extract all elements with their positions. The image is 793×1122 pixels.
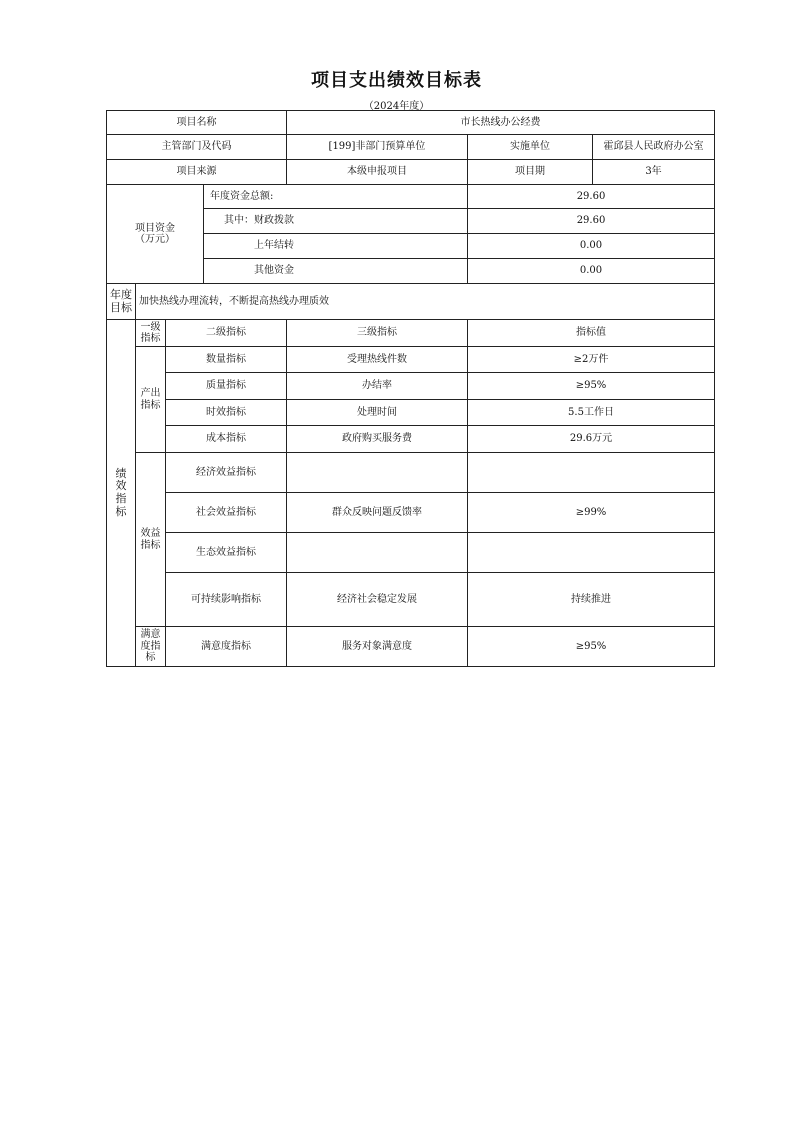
satisfaction-label: 满意 度指 标 — [136, 627, 166, 667]
benefit-label: 效益 指标 — [136, 453, 166, 627]
row-funds-total — [107, 185, 715, 209]
table-row — [107, 347, 715, 373]
header-level2: 二级指标 — [166, 320, 287, 347]
value-cell: ≥95% — [468, 373, 715, 400]
funds-row-value: 0.00 — [468, 259, 715, 284]
value-cell — [468, 533, 715, 573]
header-value: 指标值 — [468, 320, 715, 347]
row-perf-header — [107, 320, 715, 347]
level3-cell: 经济社会稳定发展 — [287, 573, 468, 627]
funds-row-label: 其中：财政拨款 — [204, 209, 468, 234]
perf-label: 绩 效 指 标 — [107, 320, 136, 667]
table-row — [107, 453, 715, 493]
value-cell: 持续推进 — [468, 573, 715, 627]
value-cell: ≥2万件 — [468, 347, 715, 373]
funds-row-value: 0.00 — [468, 234, 715, 259]
table-row — [107, 533, 715, 573]
level3-cell — [287, 533, 468, 573]
value-cell: ≥95% — [468, 627, 715, 667]
level3-cell: 群众反映问题反馈率 — [287, 493, 468, 533]
level3-cell: 处理时间 — [287, 400, 468, 426]
table-row — [107, 573, 715, 627]
level2-cell: 生态效益指标 — [166, 533, 287, 573]
performance-table — [106, 110, 715, 667]
page-title: 项目支出绩效目标表 — [311, 70, 482, 91]
period-label: 项目期 — [468, 160, 593, 185]
source-label: 项目来源 — [107, 160, 287, 185]
level3-cell: 受理热线件数 — [287, 347, 468, 373]
impl-unit-value: 霍邱县人民政府办公室 — [593, 135, 715, 160]
table-row — [107, 400, 715, 426]
impl-unit-label: 实施单位 — [468, 135, 593, 160]
funds-row-value: 29.60 — [468, 209, 715, 234]
table-row — [107, 426, 715, 453]
value-cell: 29.6万元 — [468, 426, 715, 453]
output-label: 产出 指标 — [136, 347, 166, 453]
level3-cell — [287, 453, 468, 493]
level2-cell: 数量指标 — [166, 347, 287, 373]
level2-cell: 满意度指标 — [166, 627, 287, 667]
value-cell — [468, 453, 715, 493]
row-project-name — [107, 111, 715, 135]
annual-goal-label: 年度 目标 — [107, 284, 136, 320]
level3-cell: 政府购买服务费 — [287, 426, 468, 453]
level2-cell: 社会效益指标 — [166, 493, 287, 533]
value-cell: 5.5工作日 — [468, 400, 715, 426]
row-annual-goal — [107, 284, 715, 320]
level2-cell: 成本指标 — [166, 426, 287, 453]
header-level3: 三级指标 — [287, 320, 468, 347]
year-label: （2024年度） — [363, 101, 430, 112]
table-row — [107, 627, 715, 667]
source-value: 本级申报项目 — [287, 160, 468, 185]
level2-cell: 时效指标 — [166, 400, 287, 426]
level3-cell: 服务对象满意度 — [287, 627, 468, 667]
level2-cell: 质量指标 — [166, 373, 287, 400]
annual-goal-value: 加快热线办理流转，不断提高热线办理质效 — [136, 284, 715, 320]
table-row — [107, 373, 715, 400]
project-name-label: 项目名称 — [107, 111, 287, 135]
level2-cell: 可持续影响指标 — [166, 573, 287, 627]
level3-cell: 办结率 — [287, 373, 468, 400]
level2-cell: 经济效益指标 — [166, 453, 287, 493]
department-value: [199]非部门预算单位 — [287, 135, 468, 160]
department-label: 主管部门及代码 — [107, 135, 287, 160]
funds-row-value: 29.60 — [468, 185, 715, 209]
funds-row-label: 年度资金总额: — [204, 185, 468, 209]
period-value: 3年 — [593, 160, 715, 185]
header-level1: 一级 指标 — [136, 320, 166, 347]
row-source — [107, 160, 715, 185]
funds-label: 项目资金 （万元） — [107, 185, 204, 284]
funds-row-label: 上年结转 — [204, 234, 468, 259]
funds-row-label: 其他资金 — [204, 259, 468, 284]
table-row — [107, 493, 715, 533]
row-department — [107, 135, 715, 160]
project-name-value: 市长热线办公经费 — [287, 111, 715, 135]
value-cell: ≥99% — [468, 493, 715, 533]
